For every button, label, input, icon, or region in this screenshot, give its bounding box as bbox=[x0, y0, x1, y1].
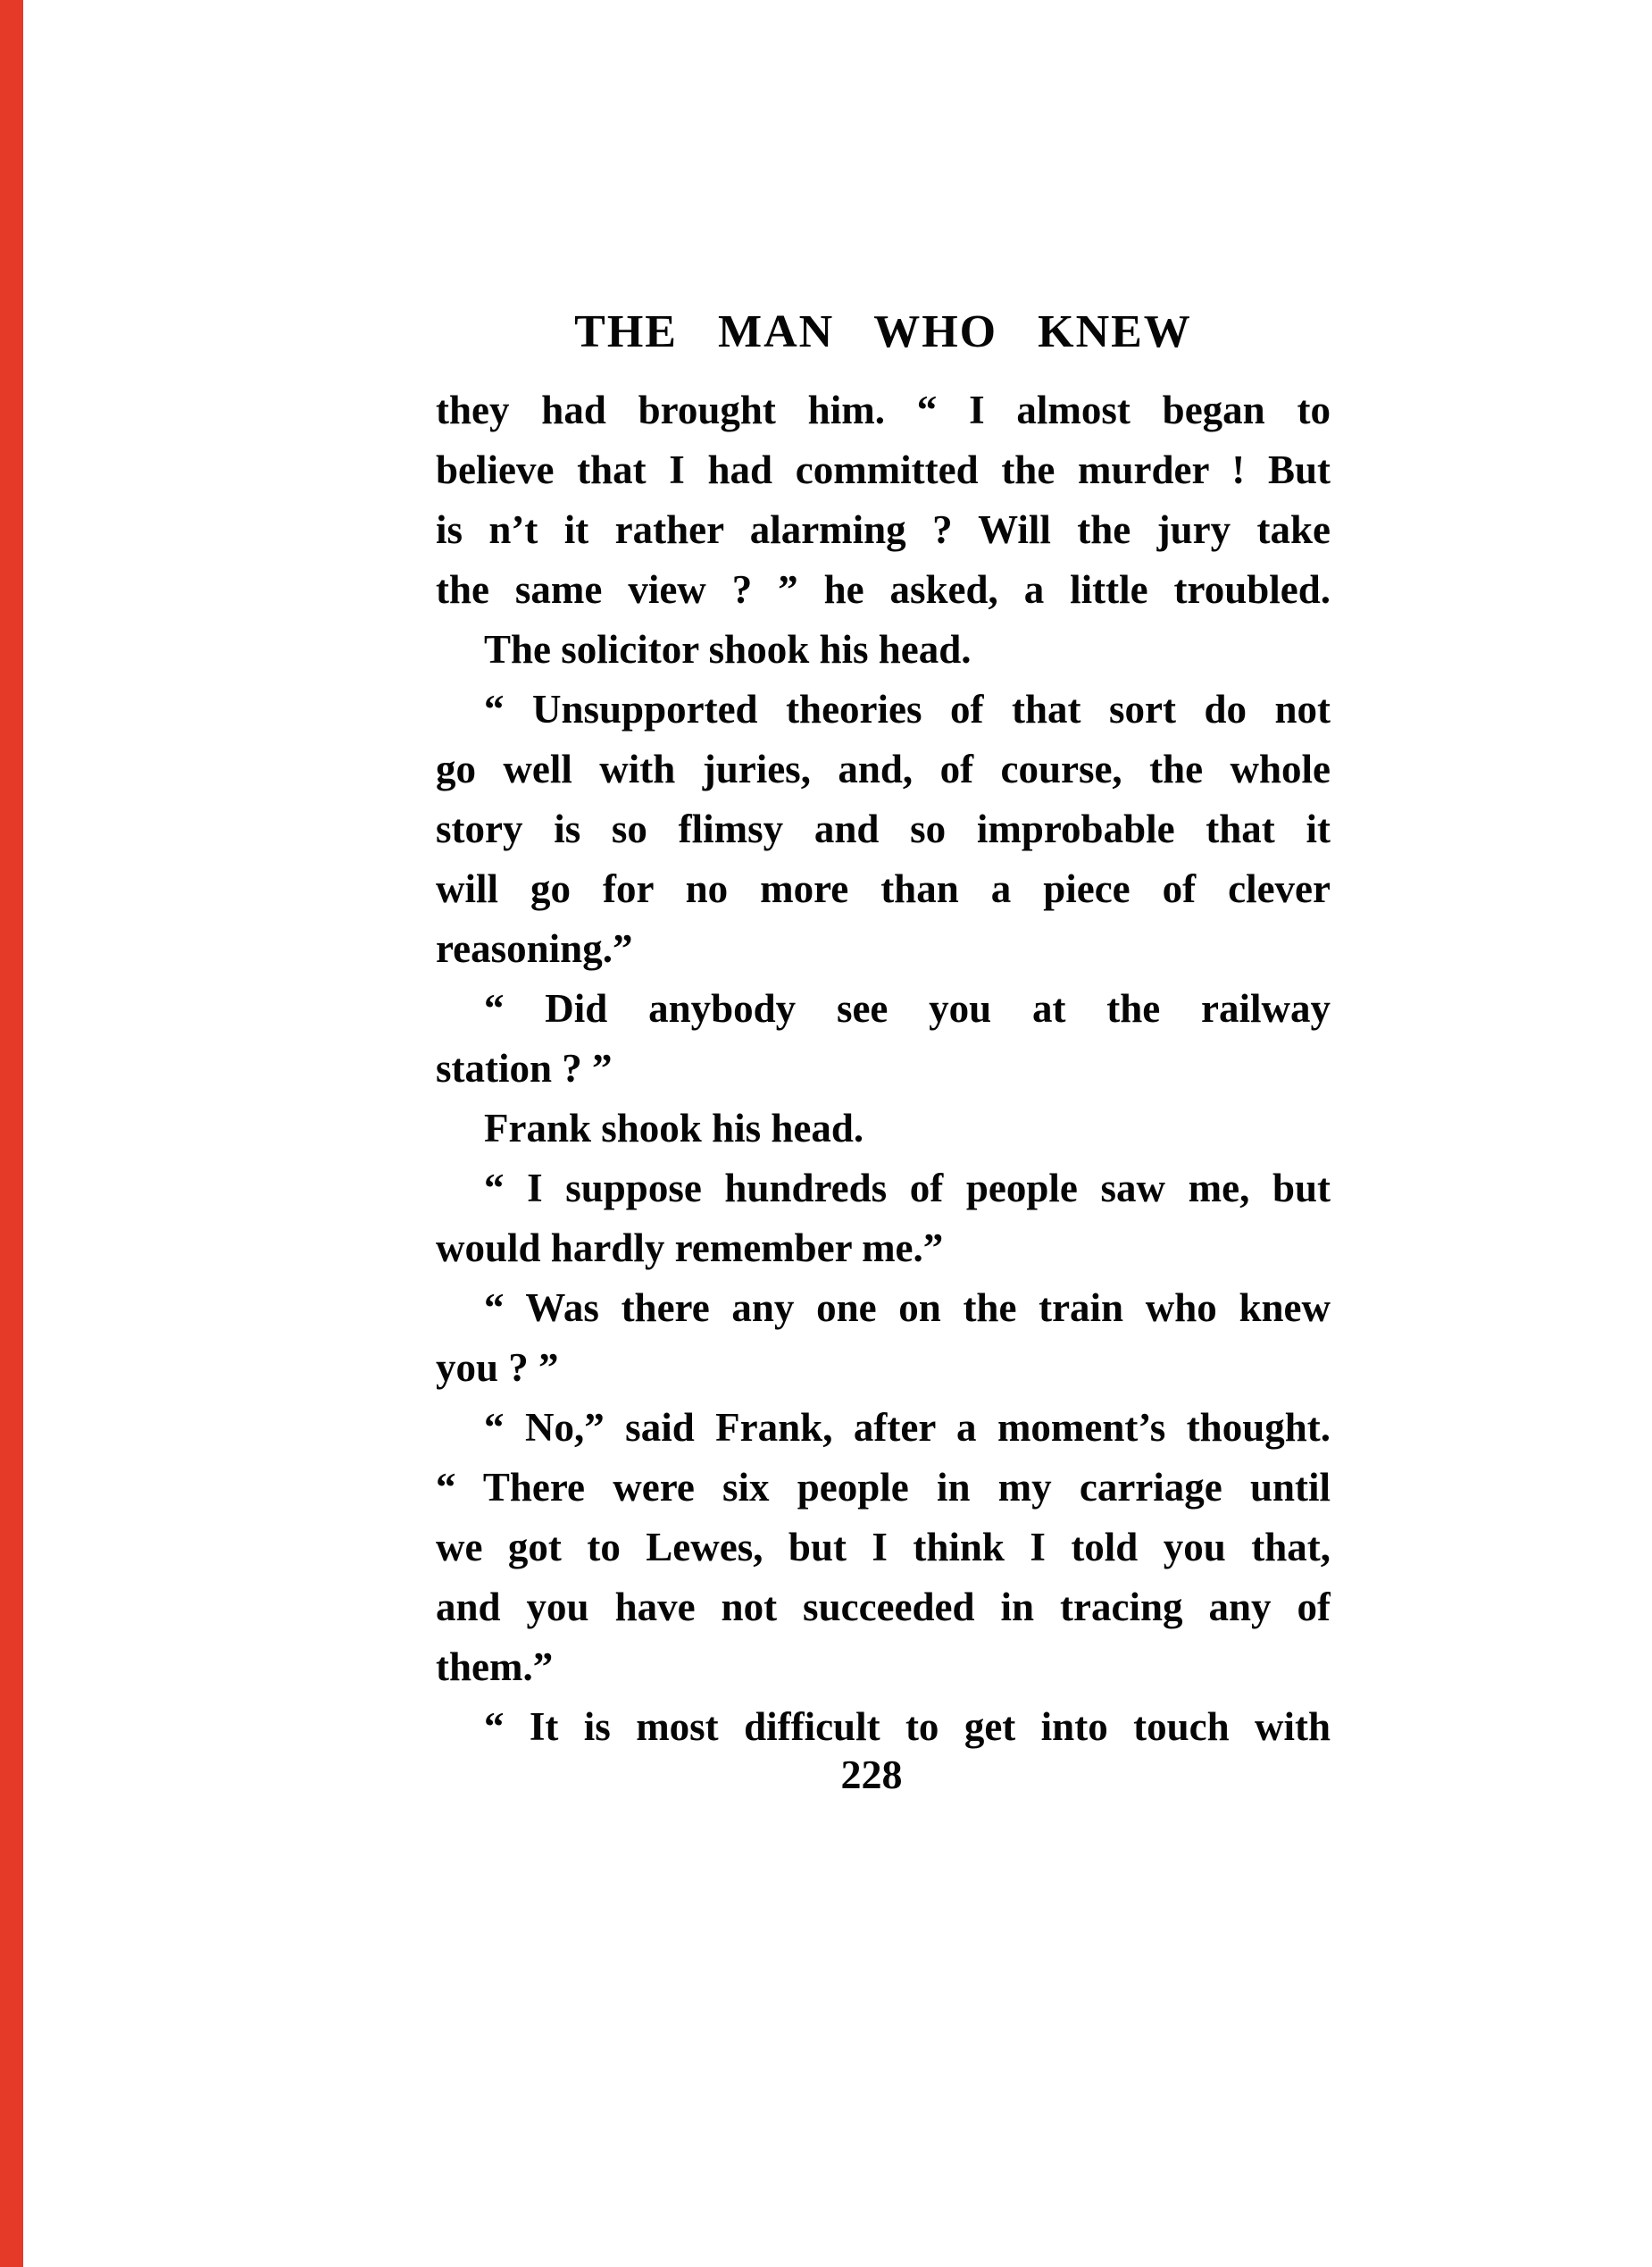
text-line: “ It is most difficult to get into touch with bbox=[484, 1704, 1331, 1749]
text-line: “ There were six people in my carriage until bbox=[436, 1465, 1331, 1510]
text-line: The solicitor shook his head. bbox=[484, 627, 972, 672]
text-line: “ No,” said Frank, after a moment’s thought. bbox=[484, 1405, 1331, 1450]
text-line: “ Unsupported theories of that sort do not bbox=[484, 687, 1331, 732]
text-line: believe that I had committed the murder ! But bbox=[436, 448, 1331, 492]
text-line: the same view ? ” he asked, a little troubled. bbox=[436, 567, 1331, 612]
text-line: reasoning.” bbox=[436, 926, 633, 971]
running-header-title: THE MAN WHO KNEW bbox=[574, 306, 1192, 357]
text-line: you ? ” bbox=[436, 1345, 559, 1390]
text-line: is n’t it rather alarming ? Will the jury take bbox=[436, 507, 1331, 552]
text-line: station ? ” bbox=[436, 1046, 613, 1091]
text-line: they had brought him. “ I almost began to bbox=[436, 388, 1331, 432]
text-line: go well with juries, and, of course, the whole bbox=[436, 747, 1331, 791]
text-line: we got to Lewes, but I think I told you that, bbox=[436, 1525, 1331, 1569]
text-line: and you have not succeeded in tracing any of bbox=[436, 1585, 1331, 1629]
text-line: “ Was there any one on the train who knew bbox=[484, 1285, 1331, 1330]
page-body-text bbox=[436, 381, 1331, 1757]
text-line: would hardly remember me.” bbox=[436, 1226, 944, 1270]
text-line: them.” bbox=[436, 1644, 554, 1689]
text-line: “ I suppose hundreds of people saw me, but bbox=[484, 1166, 1331, 1210]
scan-red-edge-strip bbox=[0, 0, 23, 2267]
page-number: 228 bbox=[840, 1752, 903, 1797]
text-line: Frank shook his head. bbox=[484, 1106, 864, 1150]
text-line: “ Did anybody see you at the railway bbox=[484, 986, 1331, 1031]
text-line: will go for no more than a piece of clever bbox=[436, 866, 1331, 911]
text-line: story is so flimsy and so improbable that it bbox=[436, 807, 1331, 851]
